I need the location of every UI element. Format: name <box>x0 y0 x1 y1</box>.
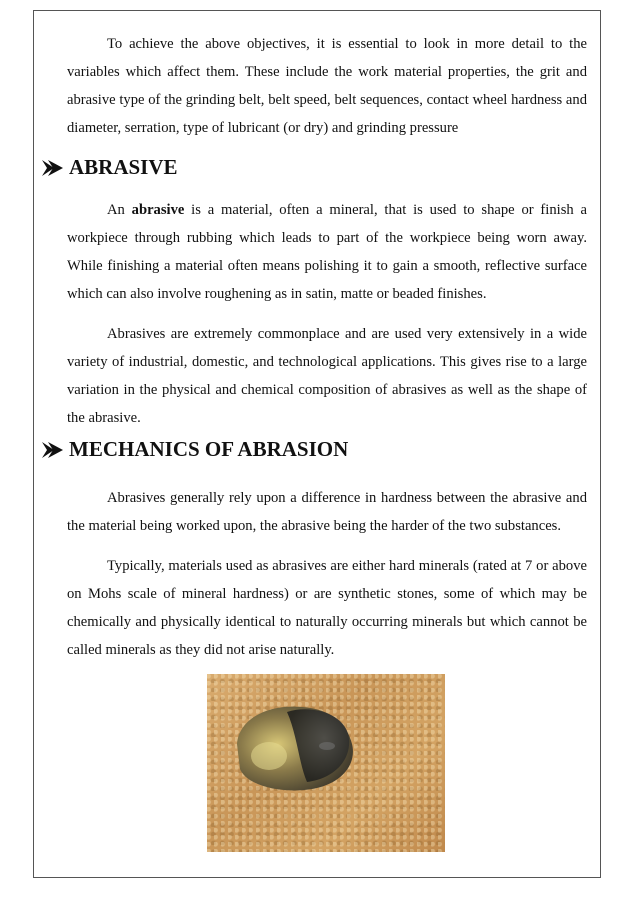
abrasive-block <box>67 196 587 432</box>
intro-paragraph: To achieve the above objectives, it is essential to look in more detail to the variables which affect them. These include the work material properties, the grit and abrasive type of the grinding belt, belt speed, belt sequences, contact wheel hardness and diameter, serration, type of lubricant (or dry) and grinding pressure <box>67 36 587 136</box>
intro-block <box>67 30 587 142</box>
abrasive-term: abrasive <box>131 202 185 218</box>
abrasive-paragraph-1 <box>67 196 587 308</box>
mechanics-paragraph-2: Typically, materials used as abrasives are either hard minerals (rated at 7 or above on Mohs scale of mineral hardness) or are synthetic stones, some of which may be chemically and physically identical to naturally occurring minerals but which cannot be called minerals as they did not arise naturally. <box>67 558 587 658</box>
mechanics-heading <box>39 437 348 462</box>
mechanics-heading-text: MECHANICS OF ABRASION <box>69 437 349 461</box>
arrow-bullet-icon <box>39 439 67 461</box>
abrasive-heading-text: ABRASIVE <box>69 155 178 179</box>
arrow-bullet-icon <box>39 157 67 179</box>
abrasive-stone-image <box>207 674 445 852</box>
abrasive-p1-rest: is a material, often a mineral, that is used to shape or finish a workpiece through rubbing which leads to part of the workpiece being worn away. While finishing a material often means polishing it to gain a smooth, reflective surface which can also involve roughening as in satin, matte or beaded finishes. <box>67 202 587 302</box>
abrasive-heading <box>39 155 178 180</box>
mechanics-block <box>67 484 587 664</box>
abrasive-p1-lead: An <box>107 202 132 218</box>
mechanics-paragraph-1: Abrasives generally rely upon a difference in hardness between the abrasive and the material being worked upon, the abrasive being the harder of the two substances. <box>67 490 587 534</box>
abrasive-photo <box>207 674 445 852</box>
abrasive-paragraph-2: Abrasives are extremely commonplace and are used very extensively in a wide variety of industrial, domestic, and technological applications. This gives rise to a large variation in the physical and chemical composition of abrasives as well as the shape of the abrasive. <box>67 326 587 426</box>
